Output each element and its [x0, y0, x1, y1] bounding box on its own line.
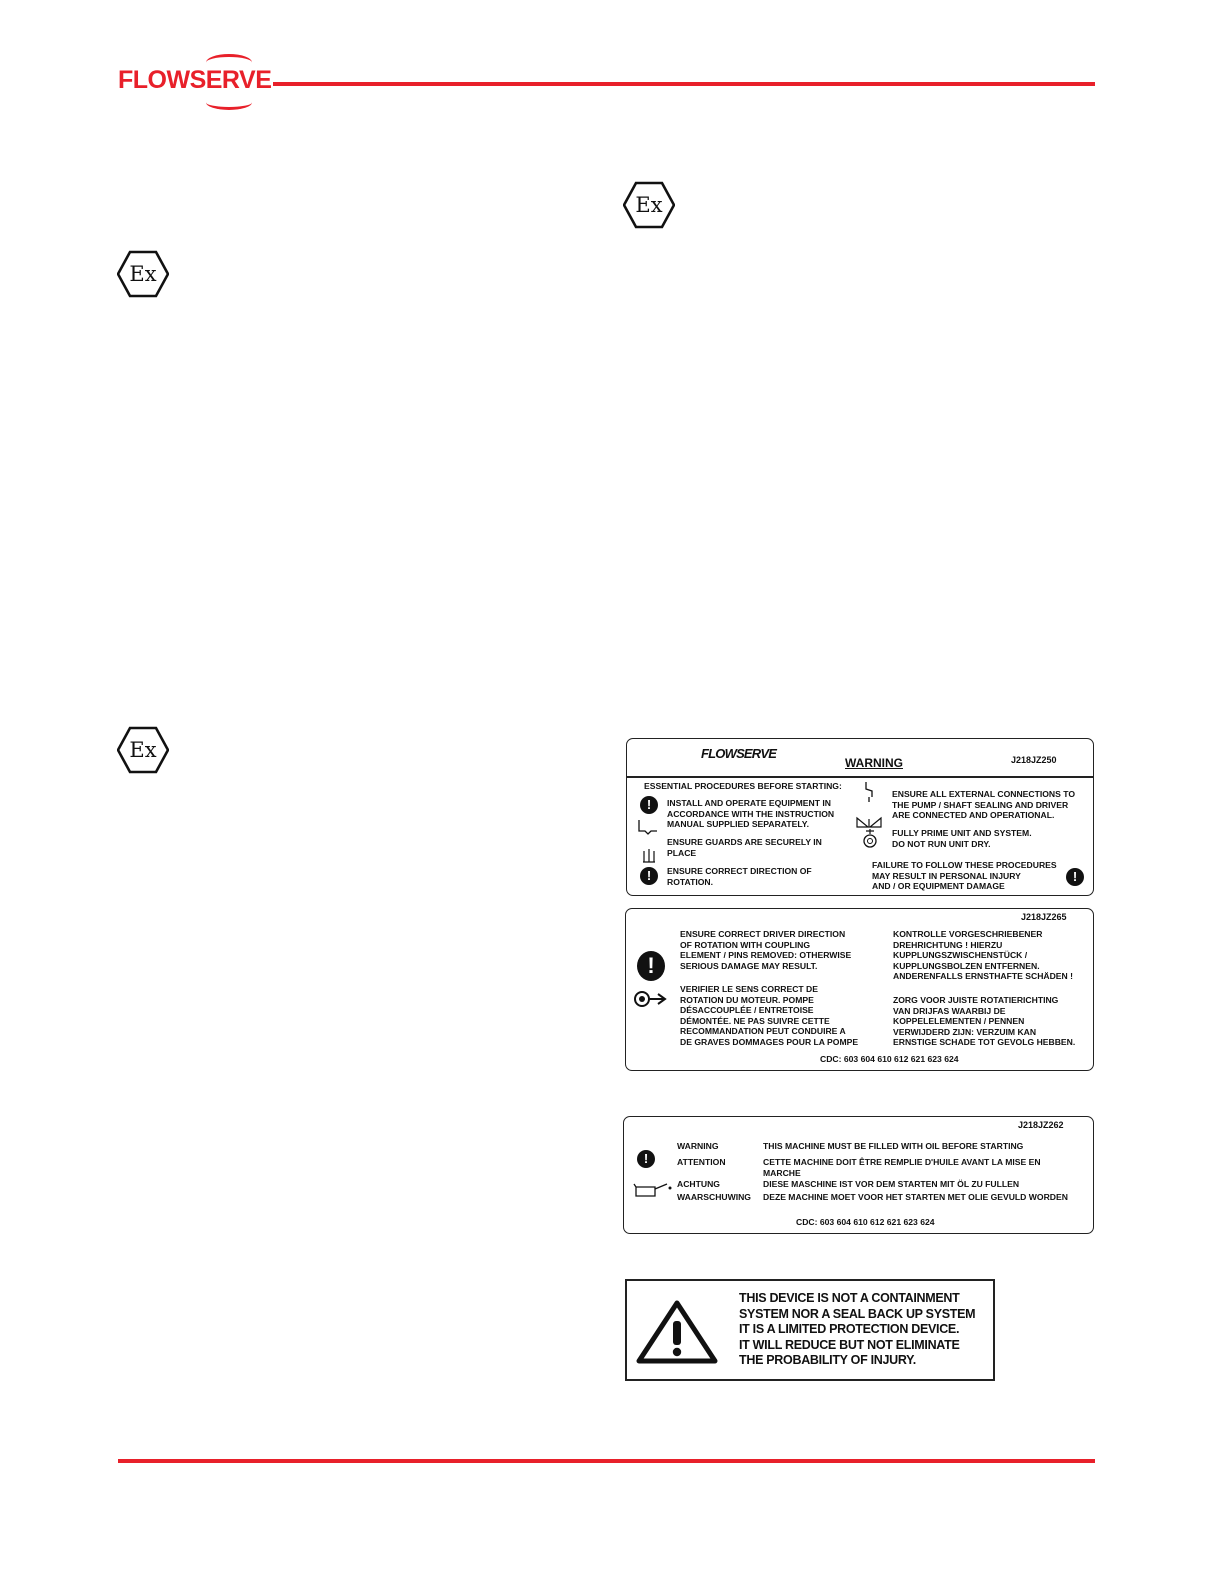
- label-code: J218JZ265: [1021, 912, 1067, 922]
- rotation-coupling-icon: [632, 989, 668, 1009]
- warning-label-rotation: [625, 908, 1094, 1071]
- ex-glyph: Ex: [635, 193, 663, 217]
- label-text: THIS MACHINE MUST BE FILLED WITH OIL BEFORE STARTING: [763, 1141, 1024, 1151]
- warning-label-essential-procedures: [626, 738, 1094, 896]
- exclamation-icon: !: [637, 1150, 655, 1168]
- label-lang: WAARSCHUWING: [677, 1192, 751, 1202]
- warning-label-oil: [623, 1116, 1094, 1234]
- label-text: DIESE MASCHINE IST VOR DEM STARTEN MIT ÖL ZU FULLEN: [763, 1179, 1020, 1189]
- prime-icon: [861, 828, 879, 848]
- ex-hazard-icon: [117, 250, 169, 298]
- label-text-en: ENSURE CORRECT DRIVER DIRECTION OF ROTATION WITH COUPLING ELEMENT / PINS REMOVED: OTHERWISE SERIOUS DAMAGE MAY RESULT.: [680, 929, 852, 971]
- label-logo-text: FLOWSERVE: [701, 746, 777, 761]
- exclamation-icon: !: [640, 867, 658, 885]
- label-text: THIS DEVICE IS NOT A CONTAINMENT SYSTEM NOR A SEAL BACK UP SYSTEM IT IS A LIMITED PROTECTION DEVICE. IT WILL REDUCE BUT NOT ELIMINATE THE PROBABILITY OF INJURY.: [739, 1291, 976, 1368]
- label-text-de: KONTROLLE VORGESCHRIEBENER DREHRICHTUNG ! HIERZU KUPPLUNGSZWISCHENSTÜCK / KUPPLUNGSBOLZEN ENTFERNEN. ANDERENFALLS ERNSTHAFTE SCHÄDEN !: [893, 929, 1073, 981]
- guard-icon: [642, 847, 656, 863]
- exclamation-icon: !: [640, 796, 658, 814]
- label-code: J218JZ250: [1011, 755, 1057, 765]
- caution-label-limited-protection: [625, 1279, 995, 1381]
- exclamation-icon: !: [1066, 868, 1084, 886]
- ex-hazard-icon: [623, 181, 675, 229]
- label-code: J218JZ262: [1018, 1120, 1064, 1130]
- label-item: INSTALL AND OPERATE EQUIPMENT IN ACCORDANCE WITH THE INSTRUCTION MANUAL SUPPLIED SEPARATELY.: [667, 798, 835, 829]
- label-lang: WARNING: [677, 1141, 719, 1151]
- label-item: FULLY PRIME UNIT AND SYSTEM. DO NOT RUN UNIT DRY.: [892, 828, 1032, 849]
- label-heading: ESSENTIAL PROCEDURES BEFORE STARTING:: [644, 781, 842, 791]
- logo-text: FLOWSERVE: [118, 66, 272, 94]
- label-item: ENSURE ALL EXTERNAL CONNECTIONS TO THE PUMP / SHAFT SEALING AND DRIVER ARE CONNECTED AND OPERATIONAL.: [892, 789, 1076, 820]
- label-cdc: CDC: 603 604 610 612 621 623 624: [820, 1054, 959, 1064]
- label-cdc: CDC: 603 604 610 612 621 623 624: [796, 1217, 935, 1227]
- footer-rule: [118, 1459, 1095, 1463]
- ex-glyph: Ex: [129, 738, 157, 762]
- connection-icon: [861, 781, 877, 803]
- ex-glyph: Ex: [129, 262, 157, 286]
- label-item: ENSURE CORRECT DIRECTION OF ROTATION.: [667, 866, 812, 887]
- header-rule: [273, 82, 1095, 86]
- exclamation-icon: !: [637, 951, 665, 981]
- ex-hazard-icon: [117, 726, 169, 774]
- label-failure-text: FAILURE TO FOLLOW THESE PROCEDURES MAY RESULT IN PERSONAL INJURY AND / OR EQUIPMENT DAMAGE: [872, 860, 1057, 891]
- manual-icon: [637, 819, 659, 835]
- warning-triangle-icon: [635, 1299, 719, 1365]
- flowserve-logo: [118, 66, 271, 95]
- label-item: ENSURE GUARDS ARE SECURELY IN PLACE: [667, 837, 822, 858]
- label-divider: [627, 776, 1093, 778]
- oil-can-icon: [633, 1181, 673, 1199]
- label-text: DEZE MACHINE MOET VOOR HET STARTEN MET OLIE GEVULD WORDEN: [763, 1192, 1068, 1202]
- label-lang: ATTENTION: [677, 1157, 726, 1167]
- label-lang: ACHTUNG: [677, 1179, 720, 1189]
- label-text-nl: ZORG VOOR JUISTE ROTATIERICHTING VAN DRIJFAS WAARBIJ DE KOPPELELEMENTEN / PENNEN VERWIJDERD ZIJN: VERZUIM KAN ERNSTIGE SCHADE TOT GEVOLG HEBBEN.: [893, 995, 1076, 1047]
- label-text: CETTE MACHINE DOIT ÊTRE REMPLIE D'HUILE AVANT LA MISE EN MARCHE: [763, 1157, 1041, 1178]
- label-text-fr: VERIFIER LE SENS CORRECT DE ROTATION DU MOTEUR. POMPE DÉSACCOUPLÉE / ENTRETOISE DÉMONTÉE. NE PAS SUIVRE CETTE RECOMMANDATION PEUT CONDUIRE A DE GRAVES DOMMAGES POUR LA POMPE: [680, 984, 859, 1047]
- label-title: WARNING: [845, 756, 903, 770]
